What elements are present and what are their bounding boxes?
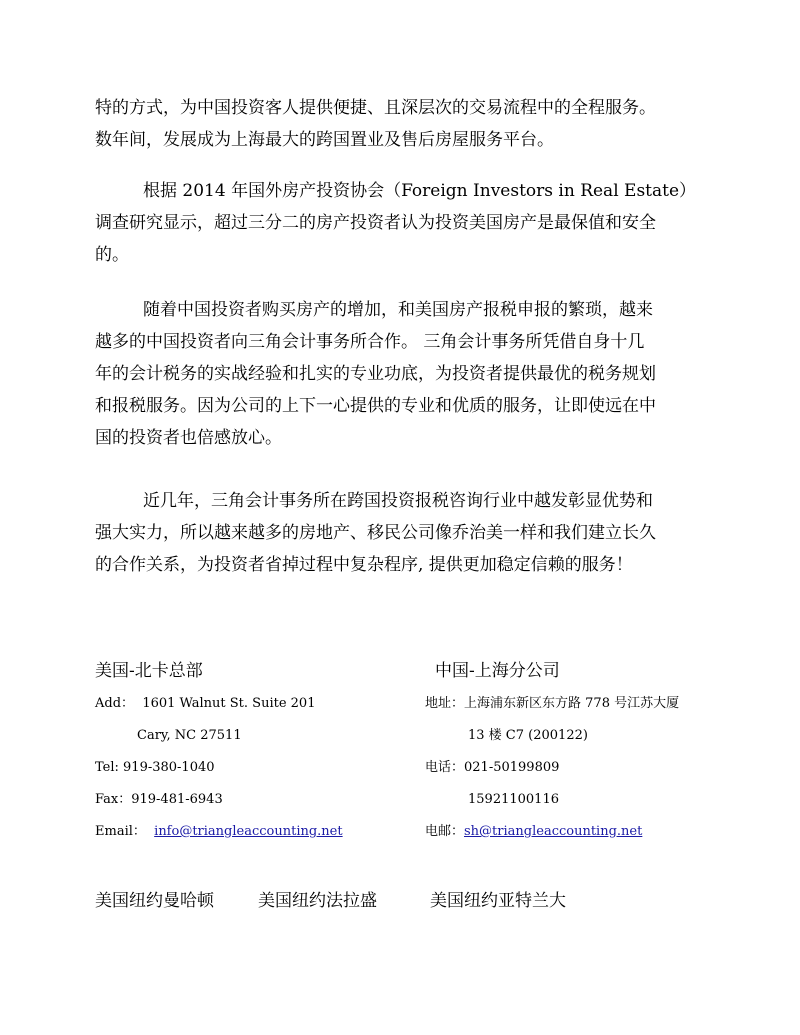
branch-cities (95, 886, 566, 911)
cn-email-link[interactable]: sh@triangleaccounting.net (464, 824, 643, 839)
paragraph-line: 强大实力，所以越来越多的房地产、移民公司像乔治美一样和我们建立长久 (95, 523, 656, 543)
us-tel: Tel: 919-380-1040 (95, 760, 215, 775)
paragraph-line: 调查研究显示，超过三分二的房产投资者认为投资美国房产是最保值和安全 (95, 213, 656, 233)
paragraph-line: 近几年，三角会计事务所在跨国投资报税咨询行业中越发彰显优势和 (143, 491, 653, 511)
paragraph-line: 根据 2014 年国外房产投资协会（Foreign Investors in Real Estate） (143, 181, 697, 201)
paragraph-2 (95, 175, 705, 271)
city-manhattan: 美国纽约曼哈顿 (95, 891, 214, 911)
us-fax: Fax：919-481-6943 (95, 792, 223, 807)
paragraph-line: 的。 (95, 245, 129, 265)
cn-phone-2: 15921100116 (468, 792, 559, 807)
paragraph-line: 越多的中国投资者向三角会计事务所合作。 三角会计事务所凭借自身十几 (95, 332, 645, 352)
paragraph-line: 随着中国投资者购买房产的增加，和美国房产报税申报的繁琐，越来 (143, 300, 653, 320)
us-email-link[interactable]: info@triangleaccounting.net (154, 824, 343, 839)
paragraph-line: 数年间，发展成为上海最大的跨国置业及售后房屋服务平台。 (95, 130, 554, 150)
us-address-label: Add： (95, 696, 135, 711)
cn-email-row (425, 822, 642, 842)
city-flushing: 美国纽约法拉盛 (258, 891, 377, 911)
cn-office-title: 中国-上海分公司 (435, 661, 560, 681)
paragraph-line: 国的投资者也倍感放心。 (95, 428, 282, 448)
us-address-text: 1601 Walnut St. Suite 201 (142, 696, 316, 711)
cn-email-label: 电邮： (425, 824, 465, 839)
paragraph-line: 的合作关系，为投资者省掉过程中复杂程序, 提供更加稳定信赖的服务！ (95, 555, 633, 575)
us-address-line-2: Cary, NC 27511 (137, 728, 242, 743)
us-office-title: 美国-北卡总部 (95, 661, 203, 681)
cn-address-line-2: 13 楼 C7 (200122) (468, 728, 588, 743)
us-address-line-1 (95, 694, 315, 714)
paragraph-line: 特的方式，为中国投资客人提供便捷、且深层次的交易流程中的全程服务。 (95, 98, 656, 118)
cn-phone-1: 021-50199809 (464, 760, 560, 775)
cn-address-line-1 (425, 694, 679, 714)
us-email-label: Email： (95, 824, 146, 839)
cn-phone-label: 电话： (425, 760, 465, 775)
us-email-row (95, 822, 343, 842)
cn-address-text: 上海浦东新区东方路 778 号江苏大厦 (464, 696, 680, 711)
city-atlanta: 美国纽约亚特兰大 (430, 891, 566, 911)
paragraph-1 (95, 92, 705, 156)
paragraph-line: 和报税服务。因为公司的上下一心提供的专业和优质的服务，让即使远在中 (95, 396, 656, 416)
paragraph-3 (95, 294, 705, 454)
paragraph-line: 年的会计税务的实战经验和扎实的专业功底，为投资者提供最优的税务规划 (95, 364, 656, 384)
paragraph-4 (95, 485, 705, 581)
cn-address-label: 地址： (425, 696, 465, 711)
cn-phone-row (425, 758, 559, 778)
